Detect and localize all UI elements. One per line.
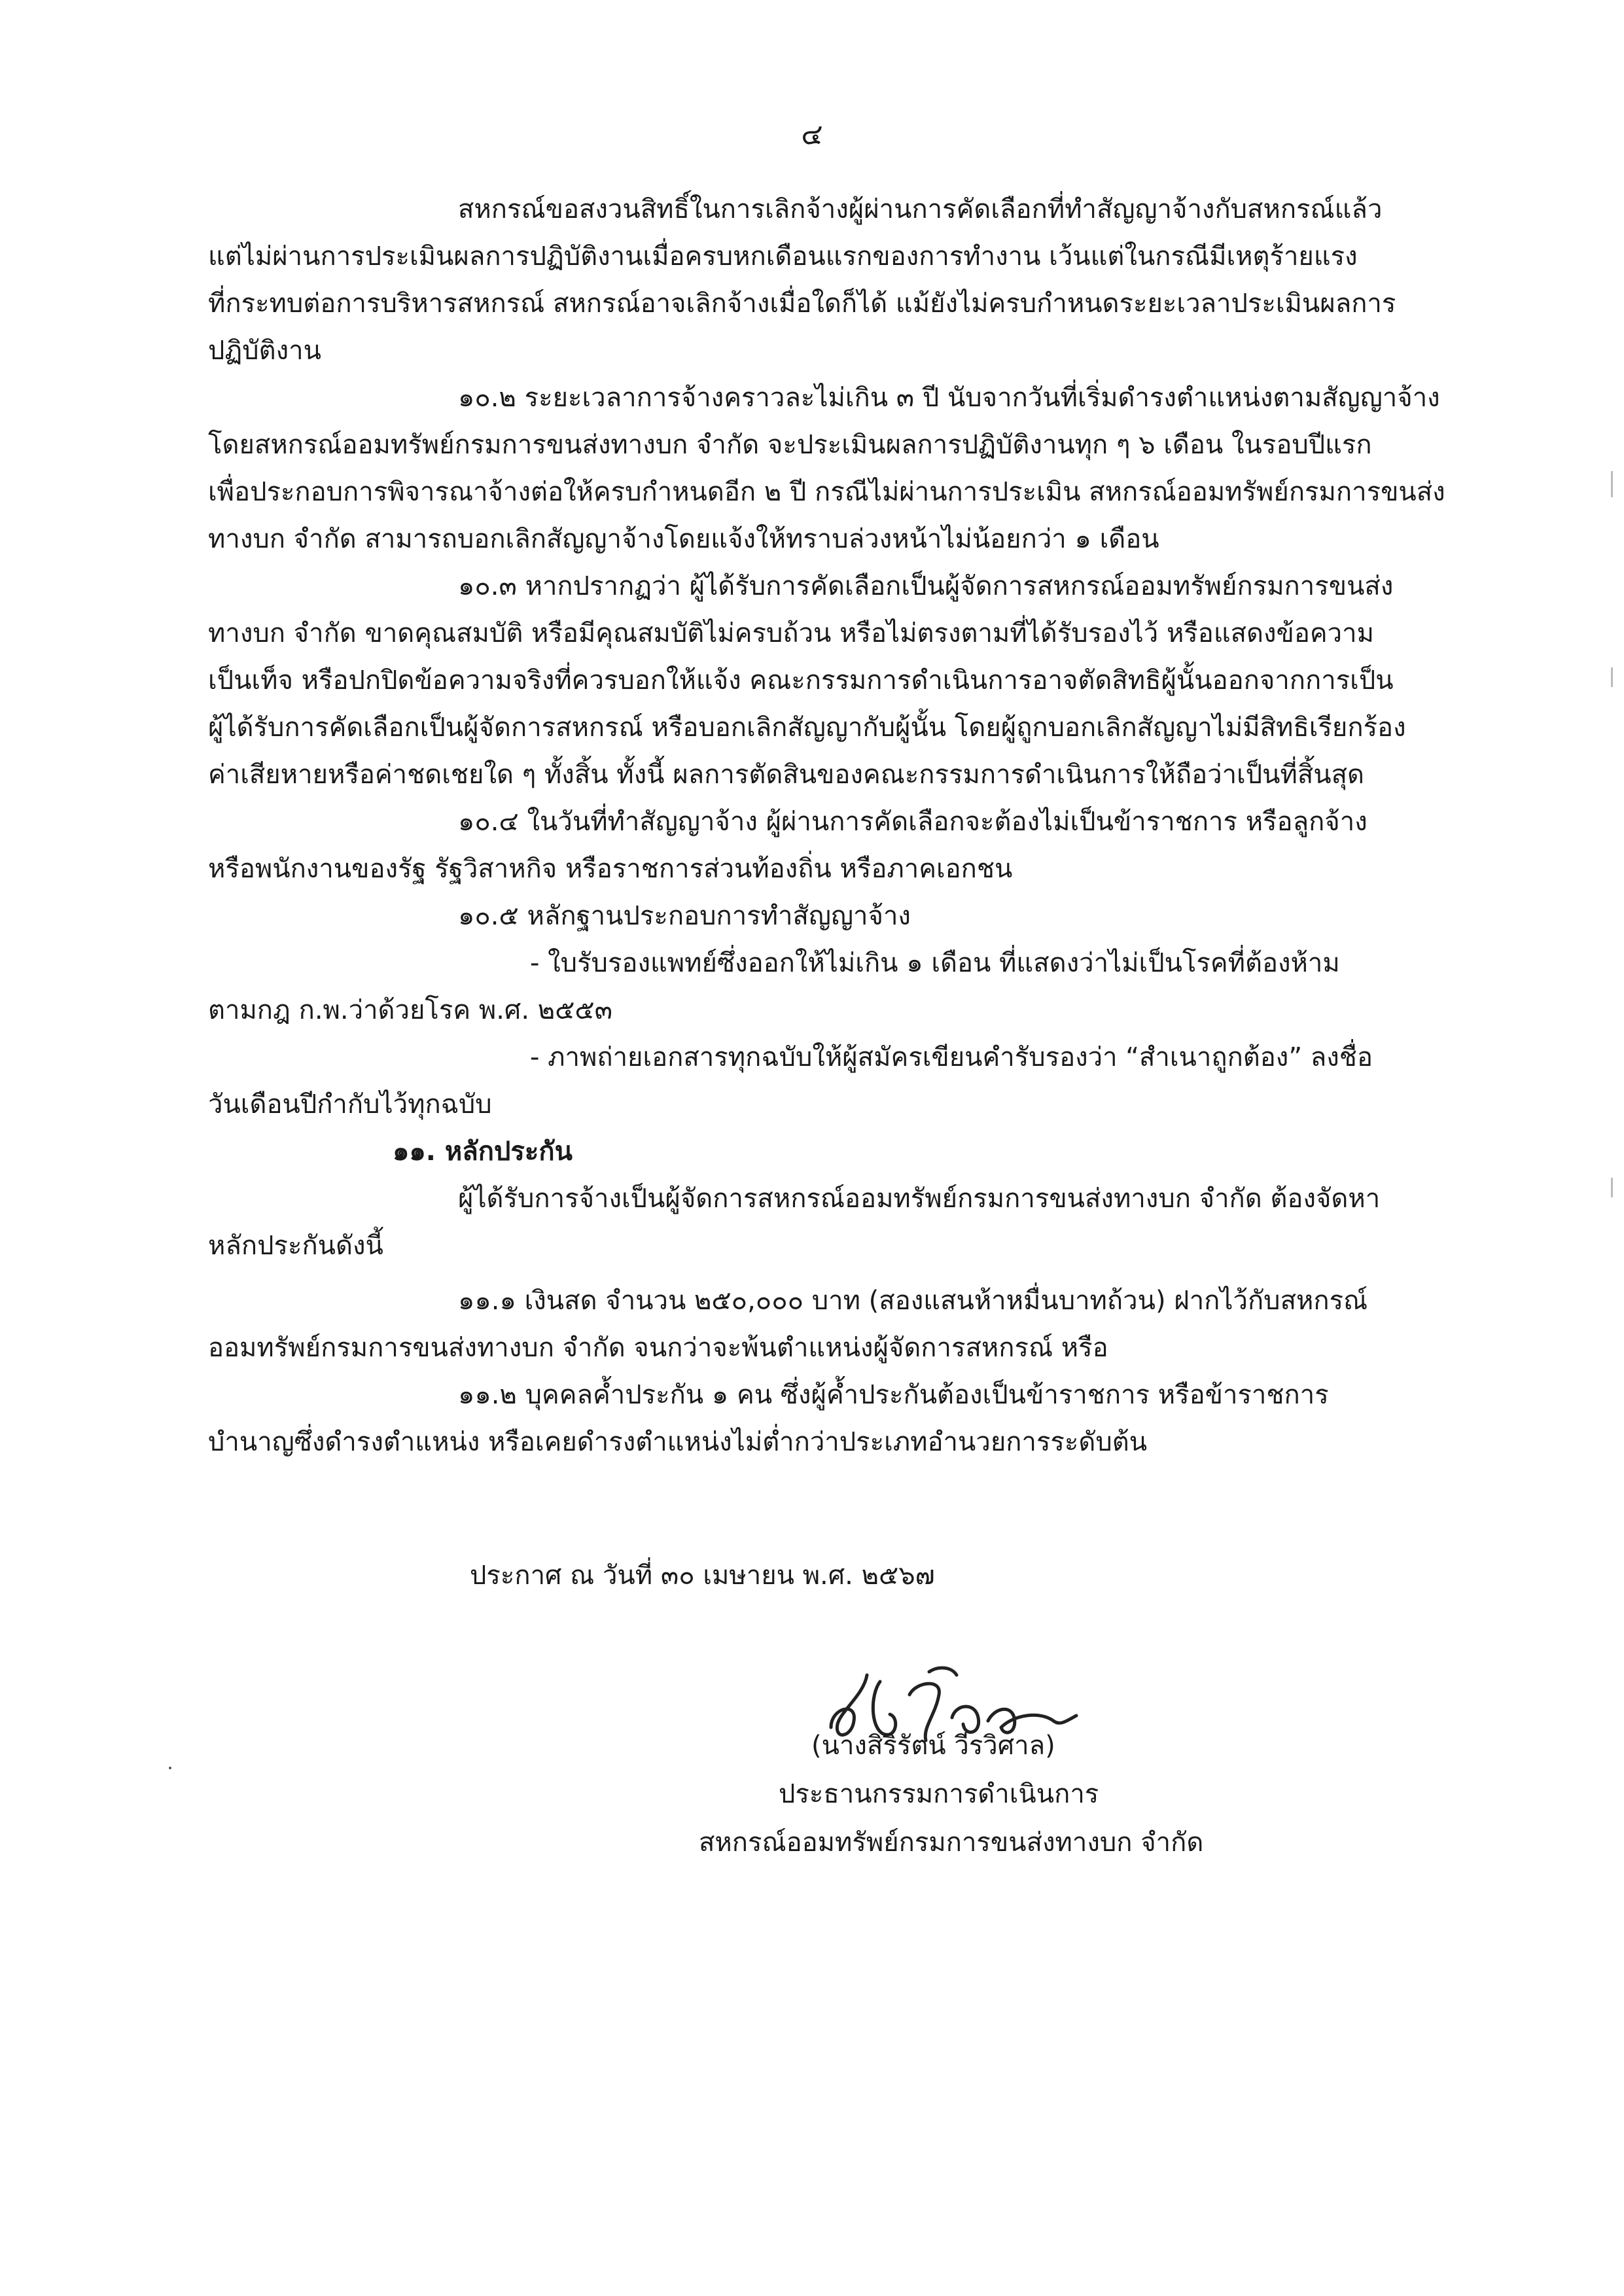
clause-10-3-line-3: เป็นเท็จ หรือปกปิดข้อความจริงที่ควรบอกให้แจ้ง คณะกรรมการดำเนินการอาจตัดสิทธิผู้นั้นออกจากการเป็น	[208, 665, 1394, 696]
scan-margin-mark	[1611, 471, 1613, 497]
clause-10-2-line-3: เพื่อประกอบการพิจารณาจ้างต่อให้ครบกำหนดอีก ๒ ปี กรณีไม่ผ่านการประเมิน สหกรณ์ออมทรัพย์กรมการขนส่ง	[208, 477, 1445, 507]
page-number: ๔	[801, 118, 823, 151]
clause-11-2-line-1: ๑๑.๒ บุคคลค้ำประกัน ๑ คน ซึ่งผู้ค้ำประกันต้องเป็นข้าราชการ หรือข้าราชการ	[458, 1380, 1329, 1410]
clause-11-1-line-1: ๑๑.๑ เงินสด จำนวน ๒๕๐,๐๐๐ บาท (สองแสนห้าหมื่นบาทถ้วน) ฝากไว้กับสหกรณ์	[458, 1286, 1368, 1316]
scan-speck	[169, 1767, 171, 1769]
clause-10-2-line-4: ทางบก จำกัด สามารถบอกเลิกสัญญาจ้างโดยแจ้งให้ทราบล่วงหน้าไม่น้อยกว่า ๑ เดือน	[208, 524, 1159, 554]
clause-10-5-item-1-line-2: ตามกฎ ก.พ.ว่าด้วยโรค พ.ศ. ๒๕๕๓	[208, 995, 613, 1025]
section-11-heading: ๑๑. หลักประกัน	[393, 1137, 573, 1167]
intro-line-4: ปฏิบัติงาน	[208, 336, 321, 366]
clause-10-2-line-2: โดยสหกรณ์ออมทรัพย์กรมการขนส่งทางบก จำกัด จะประเมินผลการปฏิบัติงานทุก ๆ ๖ เดือน ในรอบปีแรก	[208, 430, 1372, 460]
signatory-organization: สหกรณ์ออมทรัพย์กรมการขนส่งทางบก จำกัด	[699, 1828, 1204, 1858]
section-11-intro-line-1: ผู้ได้รับการจ้างเป็นผู้จัดการสหกรณ์ออมทรัพย์กรมการขนส่งทางบก จำกัด ต้องจัดหา	[458, 1184, 1381, 1214]
clause-10-5-item-1-line-1: - ใบรับรองแพทย์ซึ่งออกให้ไม่เกิน ๑ เดือน ที่แสดงว่าไม่เป็นโรคที่ต้องห้าม	[530, 948, 1340, 978]
clause-11-2-line-2: บำนาญซึ่งดำรงตำแหน่ง หรือเคยดำรงตำแหน่งไม่ต่ำกว่าประเภทอำนวยการระดับต้น	[208, 1427, 1148, 1457]
clause-10-5-item-2-line-1: - ภาพถ่ายเอกสารทุกฉบับให้ผู้สมัครเขียนคำรับรองว่า “สำเนาถูกต้อง” ลงชื่อ	[530, 1042, 1373, 1072]
clause-10-4-line-1: ๑๐.๔ ในวันที่ทำสัญญาจ้าง ผู้ผ่านการคัดเลือกจะต้องไม่เป็นข้าราชการ หรือลูกจ้าง	[458, 807, 1368, 837]
clause-11-1-line-2: ออมทรัพย์กรมการขนส่งทางบก จำกัด จนกว่าจะพ้นตำแหน่งผู้จัดการสหกรณ์ หรือ	[208, 1333, 1108, 1363]
announcement-date: ประกาศ ณ วันที่ ๓๐ เมษายน พ.ศ. ๒๕๖๗	[470, 1561, 935, 1591]
clause-10-3-line-2: ทางบก จำกัด ขาดคุณสมบัติ หรือมีคุณสมบัติไม่ครบถ้วน หรือไม่ตรงตามที่ได้รับรองไว้ หรือแสดงข้อความ	[208, 618, 1374, 648]
signatory-position: ประธานกรรมการดำเนินการ	[779, 1779, 1099, 1809]
intro-line-3: ที่กระทบต่อการบริหารสหกรณ์ สหกรณ์อาจเลิกจ้างเมื่อใดก็ได้ แม้ยังไม่ครบกำหนดระยะเวลาประเมินผลการ	[208, 289, 1396, 319]
clause-10-5-item-2-line-2: วันเดือนปีกำกับไว้ทุกฉบับ	[208, 1089, 492, 1120]
section-11-intro-line-2: หลักประกันดังนี้	[208, 1231, 383, 1261]
clause-10-3-line-1: ๑๐.๓ หากปรากฏว่า ผู้ได้รับการคัดเลือกเป็นผู้จัดการสหกรณ์ออมทรัพย์กรมการขนส่ง	[458, 571, 1394, 601]
scan-margin-mark	[1611, 667, 1613, 687]
intro-line-1: สหกรณ์ขอสงวนสิทธิ์ในการเลิกจ้างผู้ผ่านการคัดเลือกที่ทำสัญญาจ้างกับสหกรณ์แล้ว	[458, 194, 1383, 224]
scan-margin-mark	[1611, 1178, 1613, 1197]
clause-10-2-line-1: ๑๐.๒ ระยะเวลาการจ้างคราวละไม่เกิน ๓ ปี นับจากวันที่เริ่มดำรงตำแหน่งตามสัญญาจ้าง	[458, 383, 1440, 413]
intro-line-2: แต่ไม่ผ่านการประเมินผลการปฏิบัติงานเมื่อครบหกเดือนแรกของการทำงาน เว้นแต่ในกรณีมีเหตุร้ายแรง	[208, 241, 1358, 272]
clause-10-4-line-2: หรือพนักงานของรัฐ รัฐวิสาหกิจ หรือราชการส่วนท้องถิ่น หรือภาคเอกชน	[208, 854, 1013, 884]
clause-10-3-line-4: ผู้ได้รับการคัดเลือกเป็นผู้จัดการสหกรณ์ หรือบอกเลิกสัญญากับผู้นั้น โดยผู้ถูกบอกเลิกสัญญาไม่มีสิทธิเรียกร้อง	[208, 713, 1406, 743]
signatory-name: (นางสิริรัตน์ วีรวิศาล)	[811, 1731, 1055, 1761]
clause-10-5-heading: ๑๐.๕ หลักฐานประกอบการทำสัญญาจ้าง	[458, 901, 911, 931]
clause-10-3-line-5: ค่าเสียหายหรือค่าชดเชยใด ๆ ทั้งสิ้น ทั้งนี้ ผลการตัดสินของคณะกรรมการดำเนินการให้ถือว่าเป็นที่สิ้นสุด	[208, 760, 1364, 790]
